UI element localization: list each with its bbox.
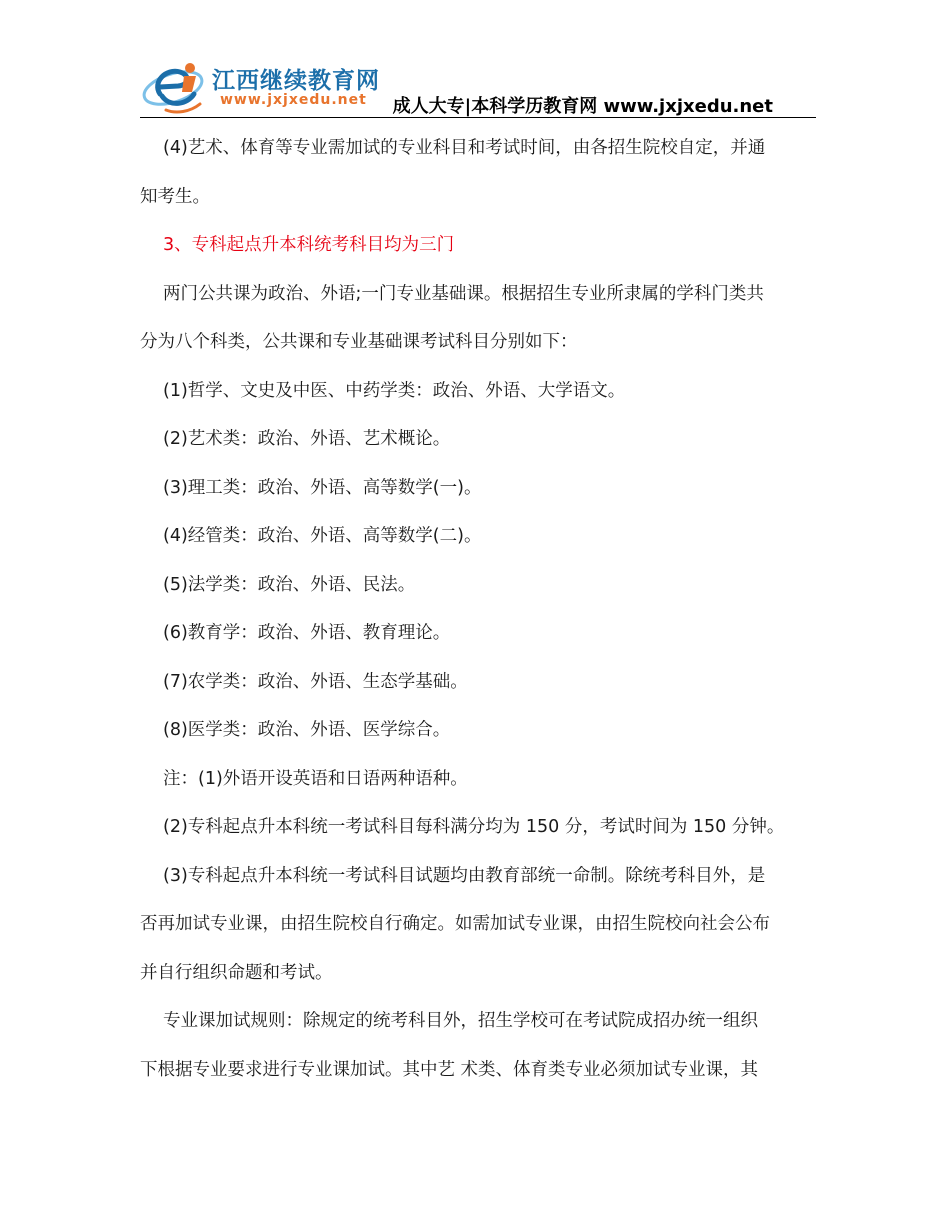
- note-line: (3)专科起点升本科统一考试科目试题均由教育部统一命制。除统考科目外，是: [163, 865, 766, 886]
- paragraph-line: 两门公共课为政治、外语;一门专业基础课。根据招生专业所隶属的学科门类共: [163, 283, 764, 304]
- logo-e-icon: [140, 58, 210, 116]
- list-item: (4)经管类：政治、外语、高等数学(二)。: [163, 526, 482, 546]
- logo-title: 江西继续教育网: [212, 68, 380, 94]
- paragraph-line: 并自行组织命题和考试。: [140, 962, 333, 983]
- list-item: (3)理工类：政治、外语、高等数学(一)。: [163, 477, 482, 498]
- note-line: 注：(1)外语开设英语和日语两种语种。: [163, 768, 468, 789]
- site-logo[interactable]: [140, 56, 380, 114]
- paragraph-line: 下根据专业要求进行专业课加试。其中艺 术类、体育类专业必须加试专业课，其: [140, 1059, 759, 1080]
- paragraph-line: (4)艺术、体育等专业需加试的专业科目和考试时间，由各招生院校自定，并通: [163, 138, 766, 158]
- section-heading: 3、专科起点升本科统考科目均为三门: [163, 235, 455, 255]
- list-item: (8)医学类：政治、外语、医学综合。: [163, 720, 451, 740]
- document-body: [140, 124, 816, 1094]
- list-item: (2)艺术类：政治、外语、艺术概论。: [163, 429, 451, 449]
- list-item: (5)法学类：政治、外语、民法。: [163, 574, 416, 595]
- header-divider: [140, 117, 816, 118]
- list-item: (6)教育学：政治、外语、教育理论。: [163, 623, 451, 643]
- paragraph-line: 知考生。: [140, 186, 210, 207]
- paragraph-line: 分为八个科类，公共课和专业基础课考试科目分别如下：: [140, 332, 578, 352]
- list-item: (1)哲学、文史及中医、中药学类：政治、外语、大学语文。: [163, 380, 626, 401]
- paragraph-line: 专业课加试规则：除规定的统考科目外，招生学校可在考试院成招办统一组织: [163, 1011, 758, 1031]
- list-item: (7)农学类：政治、外语、生态学基础。: [163, 671, 468, 692]
- logo-url: www.jxjxedu.net: [220, 92, 367, 108]
- note-line: (2)专科起点升本科统一考试科目每科满分均为 150 分，考试时间为 150 分钟。: [163, 817, 785, 837]
- header-slogan[interactable]: 成人大专|本科学历教育网 www.jxjxedu.net: [392, 96, 773, 117]
- paragraph-line: 否再加试专业课，由招生院校自行确定。如需加试专业课，由招生院校向社会公布: [140, 914, 770, 934]
- page-header: [140, 56, 816, 118]
